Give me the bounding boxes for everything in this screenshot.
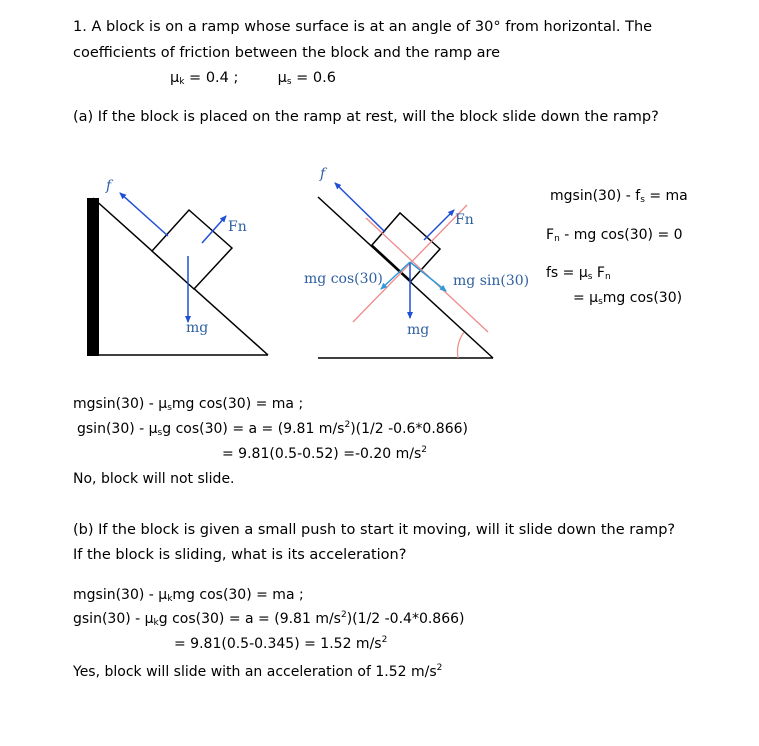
part-b-question-1: (b) If the block is given a small push to start it moving, will it slide down the ramp? [73, 522, 676, 538]
diagram-2-mg-label: mg [407, 322, 430, 338]
diagram-1-mg-label: mg [186, 320, 209, 336]
normal-arrow-2 [424, 210, 454, 240]
part-b-eq-1: $mgsin(30) - \mu_kmg$ cos(30) = ma ; [73, 587, 304, 604]
side-eq-3: fs = $\mu_s$ $F_n$ [546, 265, 611, 282]
angle-arc [458, 332, 464, 358]
part-a-conclusion: No, block will not slide. [73, 471, 235, 487]
friction-arrow-2 [335, 183, 385, 232]
mu-s-subscript: s [286, 77, 292, 87]
mu-k-symbol: μ [170, 70, 180, 86]
diagram-2-f-label: f [320, 166, 326, 182]
part-a-question: (a) If the block is placed on the ramp at rest, will the block slide down the ramp? [73, 109, 659, 125]
problem-line-2: coefficients of friction between the block and the ramp are [73, 45, 501, 61]
problem-line-1: 1. A block is on a ramp whose surface is at an angle of 30° from horizontal. The [73, 19, 653, 35]
diagram-1-f-label: f [106, 178, 112, 194]
side-eq-1: $mgsin(30) - f_s$ = ma [550, 188, 688, 205]
wall [87, 198, 99, 356]
mu-s-symbol: μ [277, 70, 287, 86]
part-a-eq-1: $mgsin(30) - \mu_smg$ cos(30) = ma ; [73, 396, 304, 413]
part-b-conclusion: Yes, block will slide with an acceleration of 1.52 $m/s^2$ [73, 663, 443, 680]
part-b-eq-3: = 9.81(0.5-0.345) = 1.52 $m/s^2$ [174, 635, 388, 652]
diagram-1-fn-label: Fn [228, 219, 247, 235]
part-b-question-2: If the block is sliding, what is its acceleration? [73, 547, 407, 563]
diagram-2-mgcos-label: mg cos(30) [304, 271, 383, 287]
side-eq-4: = $\mu_smg$ cos(30) [573, 290, 683, 307]
side-eq-2: $F_n$ - mg cos(30) = 0 [546, 227, 683, 244]
diagram-2-fn-label: Fn [455, 212, 474, 228]
diagram-1 [87, 178, 268, 356]
diagram-2 [304, 166, 529, 358]
diagram-2-mgsin-label: mg sin(30) [453, 273, 530, 289]
mu-s-value: = 0.6 [291, 70, 336, 86]
mu-k-subscript: k [179, 77, 185, 87]
part-b-eq-2: $gsin(30) - \mu_kg$ cos(30) = a = (9.81 $m/s^2)(1/2$ -0.4*0.866) [73, 610, 465, 628]
part-a-eq-2: $gsin(30) - \mu_sg$ cos(30) = a = (9.81 $m/s^2)(1/2$ -0.6*0.866) [77, 420, 468, 438]
part-a-eq-3: = 9.81(0.5-0.52) =-0.20 $m/s^2$ [222, 445, 428, 462]
mu-k-value: = 0.4 ; [184, 70, 239, 86]
